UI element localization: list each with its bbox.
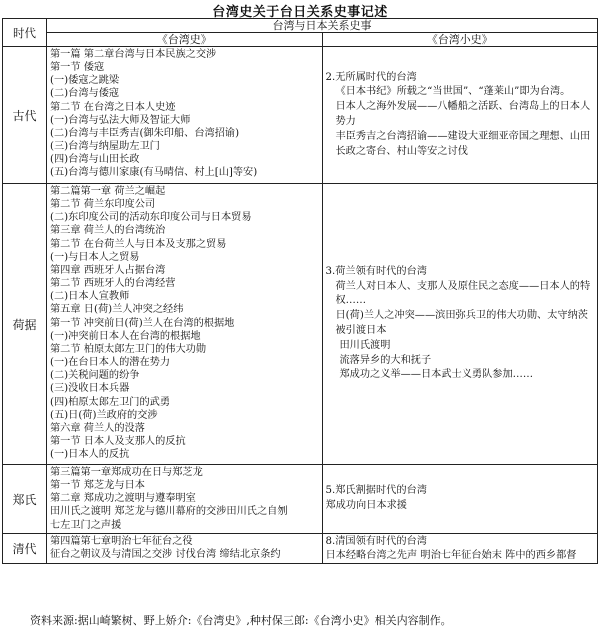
col1-header: 《台湾史》 xyxy=(47,33,323,47)
list-item: 丰臣秀吉之台湾招谕——建设大亚细亚帝国之理想、山田长政之寄台、村山等安之讨伐 xyxy=(335,130,591,157)
list-item: 第一节 日本人及支那人的反抗 xyxy=(50,435,186,447)
list-item: 日本经略台湾之先声 明治七年征台始末 阵中的西乡都督 xyxy=(325,549,577,561)
list-item: (二)台湾与丰臣秀吉(御朱印船、台湾招谕) xyxy=(50,127,240,139)
list-item: 第四章 西班牙人占据台湾 xyxy=(50,264,166,276)
list-item: 第一篇 第二章台湾与日本民族之交涉 xyxy=(50,49,217,60)
col1-cell xyxy=(47,465,323,534)
table-row xyxy=(3,184,598,465)
list-item: 郑成功之义举——日本武士义勇队参加…… xyxy=(339,369,534,381)
list-item: (一)冲突前日本人在台湾的根据地 xyxy=(50,330,201,342)
list-item: 第六章 荷兰人的没落 xyxy=(50,422,145,434)
list-item: (二)日本人宣教师 xyxy=(50,291,130,303)
col1-cell xyxy=(47,184,323,465)
list-item: (四)柏原太郎左卫门的武勇 xyxy=(50,396,171,408)
table-row xyxy=(3,465,598,534)
col2-cell xyxy=(322,465,598,534)
list-item: (五)台湾与德川家康(有马晴信、村上[山]等安) xyxy=(50,167,258,179)
era-cell: 清代 xyxy=(3,534,47,564)
list-item: (二)东印度公司的活动东印度公司与日本贸易 xyxy=(50,212,252,224)
list-item: 第二节 荷兰东印度公司 xyxy=(50,199,156,211)
list-item: (二)关税问题的纷争 xyxy=(50,370,140,382)
list-item: 第四篇第七章明治七年征台之役 xyxy=(50,536,193,547)
list-item: (五)日(荷)兰政府的交涉 xyxy=(50,409,158,421)
list-item: 第二章 郑成功之渡明与遵奉明室 xyxy=(50,493,196,505)
col2-cell xyxy=(322,47,598,184)
table-row xyxy=(3,47,598,184)
list-item: (三)台湾与纳屋助左卫门 xyxy=(50,141,160,153)
list-item: (三)没收日本兵器 xyxy=(50,383,130,395)
table-row xyxy=(3,534,598,564)
list-item: 3.荷兰领有时代的台湾 xyxy=(325,265,427,277)
list-item: 5.郑氏割据时代的台湾 xyxy=(325,485,427,497)
col2-cell xyxy=(322,534,598,564)
list-item: 第二篇第一章 荷兰之崛起 xyxy=(50,186,166,197)
col1-cell xyxy=(47,47,323,184)
list-item: 第五章 日(荷)兰人冲突之经纬 xyxy=(50,304,184,316)
list-item: 8.清国领有时代的台湾 xyxy=(325,536,427,547)
list-item: 《日本书纪》所载之“当世国”、“蓬莱山”即为台湾。 xyxy=(335,86,571,98)
history-table xyxy=(2,18,598,564)
era-cell: 荷据 xyxy=(3,184,47,465)
list-item: (一)台湾与弘法大师及智证大师 xyxy=(50,114,191,126)
list-item: 田川氏渡明 xyxy=(339,339,391,351)
list-item: (一)与日本人之贸易 xyxy=(50,251,140,263)
list-item: 第一节 倭寇 xyxy=(50,62,105,74)
col2-header: 《台湾小史》 xyxy=(322,33,598,47)
era-cell: 郑氏 xyxy=(3,465,47,534)
list-item: 第二节 在台荷兰人与日本及支那之贸易 xyxy=(50,238,227,250)
list-item: (四)台湾与山田长政 xyxy=(50,154,140,166)
list-item: (一)日本人的反抗 xyxy=(50,449,130,461)
era-cell: 古代 xyxy=(3,47,47,184)
list-item: 田川氏之渡明 郑芝龙与德川幕府的交涉田川氏之自刎 xyxy=(50,506,288,518)
list-item: 第二节 在台湾之日本人史迹 xyxy=(50,101,176,113)
source-note: 资料来源:据山崎繁树、野上娇介:《台湾史》,种村保三郎:《台湾小史》相关内容制作。 xyxy=(30,614,452,627)
list-item: 征台之朝议及与清国之交涉 讨伐台湾 缔结北京条约 xyxy=(50,549,281,561)
list-item: 流落异乡的大和抚子 xyxy=(339,354,432,366)
col1-cell xyxy=(47,534,323,564)
list-item: 2.无所属时代的台湾 xyxy=(325,71,417,83)
era-header: 时代 xyxy=(3,19,47,47)
list-item: 第一节 冲突前日(荷)兰人在台湾的根据地 xyxy=(50,317,235,329)
list-item: (一)在台日本人的潜在势力 xyxy=(50,357,171,369)
group-header: 台湾与日本关系史事 xyxy=(47,19,598,33)
list-item: 第三篇第一章郑成功在日与郑芝龙 xyxy=(50,467,203,478)
list-item: 荷兰人对日本人、支那人及原住民之态度——日本人的特权…… xyxy=(335,280,591,307)
table-title: 台湾史关于台日关系史事记述 xyxy=(212,5,388,20)
list-item: 日(荷)兰人之冲突——滨田弥兵卫的伟大功勋、太守纳茨被引渡日本 xyxy=(335,310,588,336)
list-item: 第三章 荷兰人的台湾统治 xyxy=(50,225,166,237)
list-item: (二)台湾与倭寇 xyxy=(50,88,120,100)
list-item: 第二节 西班牙人的台湾经营 xyxy=(50,278,176,290)
list-item: 第二节 柏原太郎左卫门的伟大功勋 xyxy=(50,343,207,355)
list-item: (一)倭寇之跳梁 xyxy=(50,75,120,87)
list-item: 日本人之海外发展——八幡船之活跃、台湾岛上的日本人势力 xyxy=(335,101,591,127)
list-item: 郑成功向日本求援 xyxy=(325,500,407,511)
col2-cell xyxy=(322,184,598,465)
list-item: 第一节 郑芝龙与日本 xyxy=(50,480,145,492)
list-item: 七左卫门之声援 xyxy=(50,519,122,531)
